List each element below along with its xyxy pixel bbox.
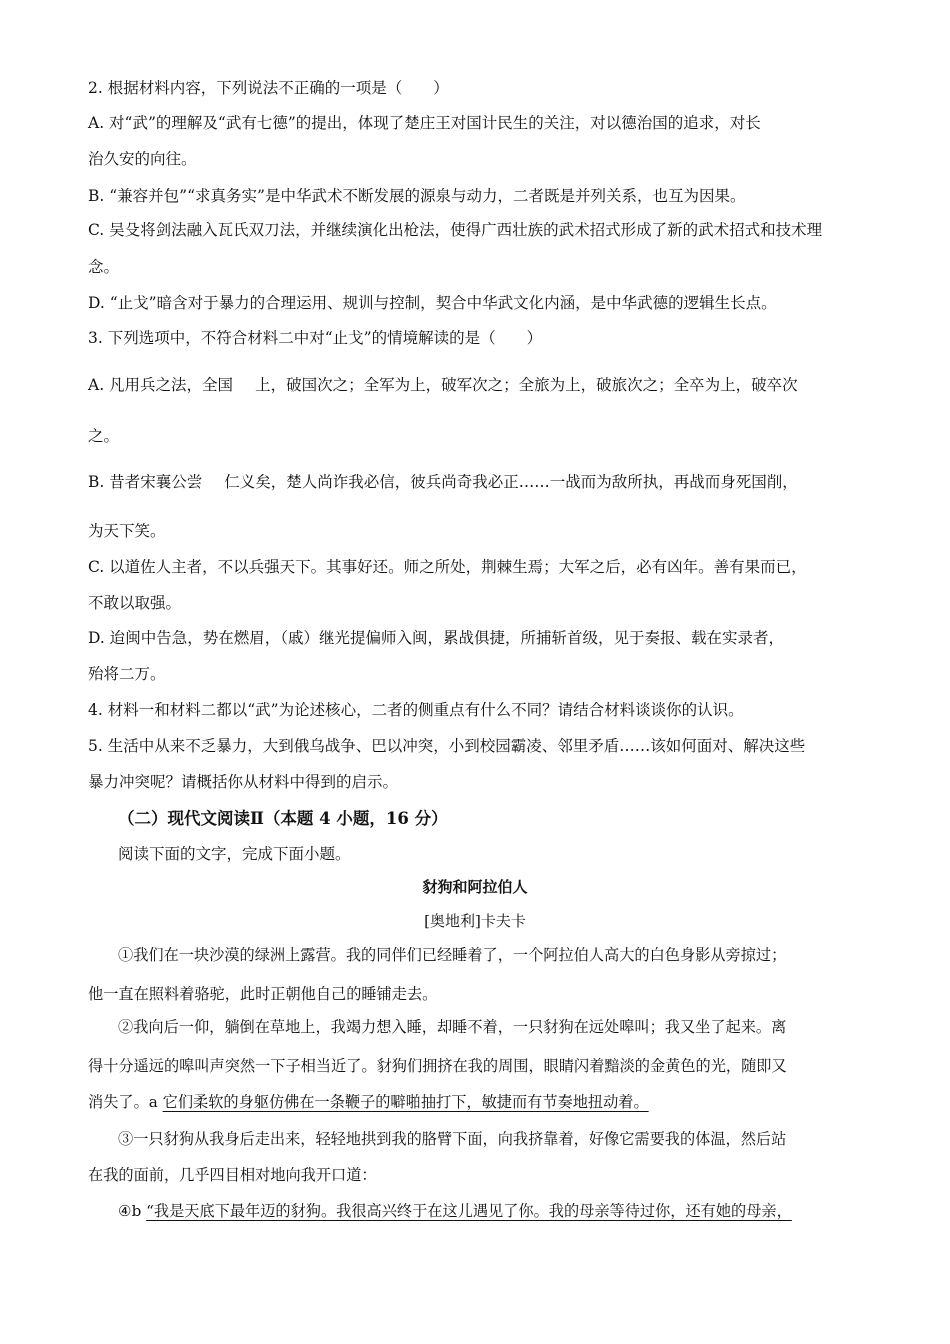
underlined-sentence-b: “我是天底下最年迈的豺狗。我很高兴终于在这儿遇见了你。我的母亲等待过你，还有她的母亲， — [146, 1202, 792, 1220]
q3-option-b-line1 — [88, 470, 798, 492]
paragraph-2-line3 — [88, 1091, 649, 1112]
q2-option-b: B. “兼容并包”“求真务实”是中华武术不断发展的源泉与动力，二者既是并列关系，也互为因果。 — [88, 187, 746, 205]
q3-option-a-line2: 之。 — [88, 427, 120, 445]
article-author: [奥地利]卡夫卡 — [424, 912, 526, 930]
q3-option-b-line2: 为天下笑。 — [88, 522, 166, 540]
article-title: 豺狗和阿拉伯人 — [422, 878, 528, 896]
paragraph-3-line2: 在我的面前，几乎四目相对地向我开口道： — [88, 1166, 377, 1184]
paragraph-4-line1 — [118, 1200, 792, 1221]
q5-line1: 5. 生活中从来不乏暴力，大到俄乌战争、巴以冲突，小到校园霸凌、邻里矛盾……该如何面对、解决这些 — [88, 737, 806, 755]
q2-option-d: D. “止戈”暗含对于暴力的合理运用、规训与控制，契合中华武文化内涵，是中华武德的逻辑生长点。 — [88, 294, 777, 312]
q3-b-pre: B. 昔者宋襄公尝 — [88, 473, 203, 491]
paragraph-3-line1: ③一只豺狗从我身后走出来，轻轻地拱到我的胳臂下面，向我挤靠着，好像它需要我的体温，然后站 — [118, 1130, 787, 1148]
paragraph-1-line1: ①我们在一块沙漠的绿洲上露营。我的同伴们已经睡着了，一个阿拉伯人高大的白色身影从旁掠过； — [118, 946, 787, 964]
underlined-sentence-a: 它们柔软的身躯仿佛在一条鞭子的噼啪抽打下，敏捷而有节奏地扭动着。 — [162, 1093, 649, 1111]
q2-option-a-line1: A. 对“武”的理解及“武有七德”的提出，体现了楚庄王对国计民生的关注，对以德治国的追求，对长 — [88, 114, 761, 132]
q5-line2: 暴力冲突呢？请概括你从材料中得到的启示。 — [88, 773, 399, 791]
q2-stem: 2. 根据材料内容，下列说法不正确的一项是（ ） — [88, 79, 449, 97]
section-heading: （二）现代文阅读Ⅱ（本题 4 小题，16 分） — [118, 809, 448, 828]
q2-option-a-line2: 治久安的向往。 — [88, 150, 197, 168]
q3-a-pre: A. 凡用兵之法，全国 — [88, 376, 234, 394]
q2-option-c-line1: C. 吴殳将剑法融入瓦氏双刀法，并继续演化出枪法，使得广西壮族的武术招式形成了新的武术招式和技术理 — [88, 221, 823, 239]
q3-option-a-line1 — [88, 373, 798, 395]
q3-stem: 3. 下列选项中，不符合材料二中对“止戈”的情境解读的是（ ） — [88, 329, 543, 347]
paragraph-2-line2: 得十分遥远的嗥叫声突然一下子相当近了。豺狗们拥挤在我的周围，眼睛闪着黯淡的金黄色的光，随即又 — [88, 1057, 787, 1075]
q3-option-c-line1: C. 以道佐人主者，不以兵强天下。其事好还。师之所处，荆棘生焉；大军之后，必有凶年。善有果而已， — [88, 558, 807, 576]
q3-b-post: 仁义矣，楚人尚诈我必信，彼兵尚奇我必正……一战而为敌所执，再战而身死国削， — [224, 473, 798, 491]
question-4: 4. 材料一和材料二都以“武”为论述核心，二者的侧重点有什么不同？请结合材料谈谈你的认识。 — [88, 701, 744, 719]
q3-option-d-line2: 殆将二万。 — [88, 665, 166, 683]
paragraph-2-line1: ②我向后一仰，躺倒在草地上，我竭力想入睡，却睡不着，一只豺狗在远处嗥叫；我又坐了起来。离 — [118, 1018, 787, 1036]
q3-a-post: 上，破国次之；全军为上，破军次之；全旅为上，破旅次之；全卒为上，破卒次 — [255, 376, 798, 394]
paragraph-1-line2: 他一直在照料着骆驼，此时正朝他自己的睡铺走去。 — [88, 985, 438, 1003]
paragraph-2-plain: 消失了。a — [88, 1093, 163, 1111]
q3-option-d-line1: D. 迨闽中告急，势在燃眉，（戚）继光提偏师入闽，累战俱捷，所捕斩首级，见于奏报、载在实录者， — [88, 629, 784, 647]
q3-option-c-line2: 不敢以取强。 — [88, 594, 182, 612]
section-instruction: 阅读下面的文字，完成下面小题。 — [118, 845, 351, 863]
q2-option-c-line2: 念。 — [88, 258, 120, 276]
paragraph-4-plain: ④b — [118, 1202, 147, 1220]
